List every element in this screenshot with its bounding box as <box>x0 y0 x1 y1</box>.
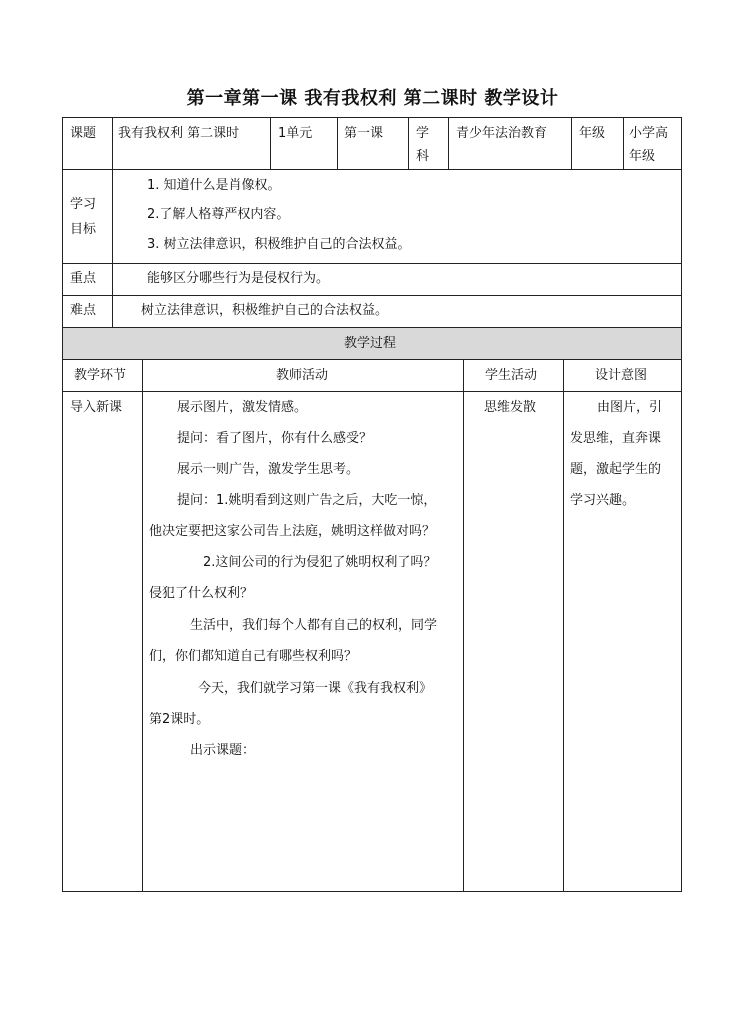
process-header: 教学过程 <box>344 336 397 351</box>
grade-value-line1: 小学高 <box>629 126 669 141</box>
row-divider <box>62 359 682 360</box>
column-divider <box>270 117 271 169</box>
design-intent-line: 发思维，直奔课 <box>570 431 662 446</box>
row-divider <box>62 295 682 296</box>
design-intent-line: 学习兴趣。 <box>570 493 636 508</box>
objectives-label-line2: 目标 <box>70 222 97 237</box>
column-divider <box>448 117 449 169</box>
unit-value: 1单元 <box>278 126 313 141</box>
grade-value-line2: 年级 <box>629 149 656 164</box>
objectives-label-line1: 学习 <box>70 197 97 212</box>
teacher-activity-line: 生活中，我们每个人都有自己的权利，同学 <box>190 618 438 633</box>
design-intent-line: 由图片，引 <box>597 400 663 415</box>
teacher-activity-line: 第2课时。 <box>149 712 210 727</box>
grade-label: 年级 <box>579 126 606 141</box>
document-title: 第一章第一课 我有我权利 第二课时 教学设计 <box>186 88 559 109</box>
design-intent-line: 题，激起学生的 <box>570 462 662 477</box>
column-divider <box>337 117 338 169</box>
column-divider <box>142 359 143 891</box>
stage-value: 导入新课 <box>70 400 123 415</box>
topic-label: 课题 <box>70 126 97 141</box>
teacher-activity-line: 展示图片，激发情感。 <box>177 400 308 415</box>
column-header-student: 学生活动 <box>485 368 538 383</box>
subject-label-line1: 学 <box>416 126 430 141</box>
objective-item: 3. 树立法律意识，积极维护自己的合法权益。 <box>147 237 411 252</box>
teacher-activity-line: 侵犯了什么权利？ <box>149 586 254 601</box>
teacher-activity-line: 出示课题： <box>190 743 256 758</box>
teacher-activity-line: 他决定要把这家公司告上法庭，姚明这样做对吗？ <box>149 524 436 539</box>
teacher-activity-line: 提问：看了图片，你有什么感受？ <box>177 431 373 446</box>
row-divider <box>62 263 682 264</box>
column-divider <box>112 117 113 327</box>
column-header-stage: 教学环节 <box>74 368 127 383</box>
objective-item: 2.了解人格尊严权内容。 <box>147 207 290 222</box>
objective-item: 1. 知道什么是肖像权。 <box>147 178 281 193</box>
row-divider <box>62 327 682 328</box>
teacher-activity-line: 展示一则广告，激发学生思考。 <box>177 462 360 477</box>
row-divider <box>62 391 682 392</box>
column-divider <box>463 359 464 891</box>
key-point-text: 能够区分哪些行为是侵权行为。 <box>147 271 330 286</box>
teacher-activity-line: 今天，我们就学习第一课《我有我权利》 <box>198 681 433 696</box>
row-divider <box>62 169 682 170</box>
subject-value: 青少年法治教育 <box>456 126 548 141</box>
column-divider <box>563 359 564 891</box>
student-activity: 思维发散 <box>484 400 537 415</box>
lesson-value: 第一课 <box>344 126 384 141</box>
column-divider <box>623 117 624 169</box>
column-divider <box>571 117 572 169</box>
difficulty-text: 树立法律意识，积极维护自己的合法权益。 <box>141 303 389 318</box>
key-point-label: 重点 <box>70 271 97 286</box>
difficulty-label: 难点 <box>70 303 97 318</box>
column-divider <box>408 117 409 169</box>
teacher-activity-line: 2.这间公司的行为侵犯了姚明权利了吗？ <box>203 555 437 570</box>
topic-value: 我有我权利 第二课时 <box>118 126 240 141</box>
subject-label-line2: 科 <box>416 149 430 164</box>
column-header-teacher: 教师活动 <box>276 368 329 383</box>
column-header-intent: 设计意图 <box>595 368 648 383</box>
teacher-activity-line: 们，你们都知道自己有哪些权利吗？ <box>149 649 358 664</box>
teacher-activity-line: 提问：1.姚明看到这则广告之后，大吃一惊， <box>177 493 437 508</box>
